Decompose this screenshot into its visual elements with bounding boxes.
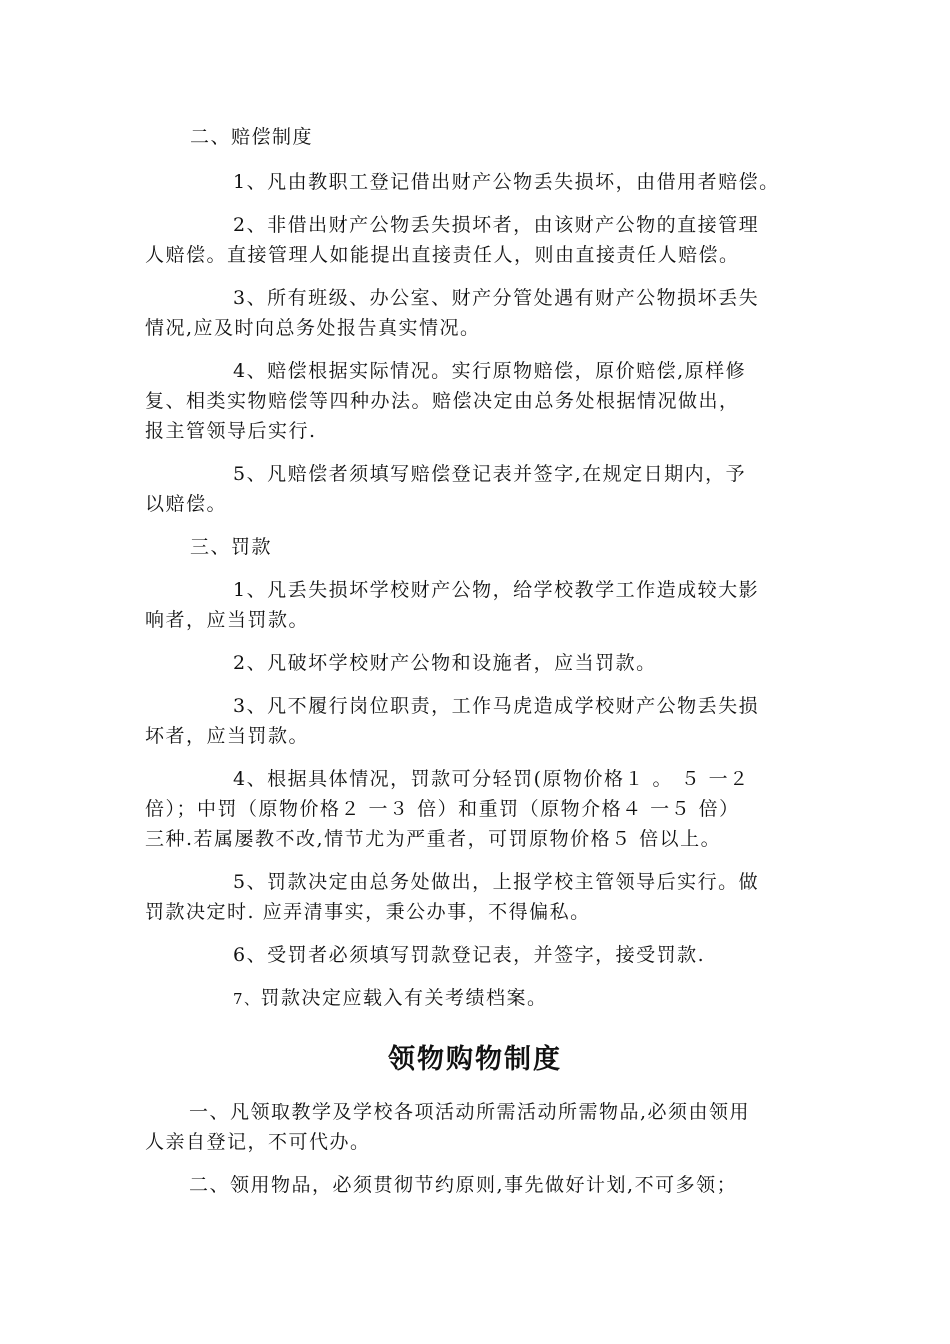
paragraph-line: 倍）；中罚（原物价格２ 一３ 倍）和重罚（原物介格４ 一５ 倍）: [145, 798, 740, 820]
compensation-item-1: 1、凡由教职工登记借出财产公物丢失损坏，由借用者赔偿。: [233, 171, 780, 193]
item-number: 7、: [233, 990, 261, 1008]
paragraph-line: 响者，应当罚款。: [145, 609, 310, 631]
paragraph-line: 3、所有班级、办公室、财产分管处遇有财产公物损坏丢失: [233, 287, 760, 309]
paragraph-line: 人赔偿。直接管理人如能提出直接责任人，则由直接责任人赔偿。: [145, 244, 740, 266]
section-heading-fines: 三、罚款: [190, 536, 273, 558]
paragraph-line: 5、罚款决定由总务处做出，上报学校主管领导后实行。做: [233, 871, 760, 893]
item-text: 罚款决定应载入有关考绩档案。: [260, 987, 548, 1009]
paragraph-line: 4、赔偿根据实际情况。实行原物赔偿，原价赔偿,原样修: [233, 360, 747, 382]
purchase-rule-2: 二、领用物品，必须贯彻节约原则,事先做好计划,不可多领；: [189, 1174, 738, 1196]
fines-item-6: 6、受罚者必须填写罚款登记表，并签字，接受罚款.: [233, 944, 706, 966]
paragraph-line: 复、相类实物赔偿等四种办法。赔偿决定由总务处根据情况做出，: [145, 390, 740, 412]
paragraph-line: 人亲自登记，不可代办。: [145, 1131, 371, 1153]
paragraph-line: 坏者，应当罚款。: [145, 725, 310, 747]
paragraph-line: 报主管领导后实行.: [145, 420, 317, 442]
fines-item-7: [145, 983, 815, 1014]
paragraph-line: 2、非借出财产公物丢失损坏者，由该财产公物的直接管理: [233, 214, 760, 236]
document-title: 领物购物制度: [388, 1044, 562, 1075]
paragraph-line: 以赔偿。: [145, 493, 228, 515]
paragraph-line: 罚款决定时. 应弄清事实，秉公办事，不得偏私。: [145, 901, 591, 923]
paragraph-line: 5、凡赔偿者须填写赔偿登记表并签字,在规定日期内，予: [233, 463, 747, 485]
paragraph-line: 1、凡丢失损坏学校财产公物，给学校教学工作造成较大影: [233, 579, 760, 601]
fines-item-2: 2、凡破坏学校财产公物和设施者，应当罚款。: [233, 652, 657, 674]
paragraph-line: 4、根据具体情况，罚款可分轻罚(原物价格１ 。 ５ 一２: [233, 768, 750, 790]
paragraph-line: 三种.若属屡教不改,情节尤为严重者，可罚原物价格５ 倍以上。: [145, 828, 722, 850]
paragraph-line: 3、凡不履行岗位职责，工作马虎造成学校财产公物丢失损: [233, 695, 760, 717]
paragraph-line: 一、凡领取教学及学校各项活动所需活动所需物品,必须由领用: [189, 1101, 751, 1123]
paragraph-line: 情况,应及时向总务处报告真实情况。: [145, 317, 481, 339]
section-heading-compensation: 二、赔偿制度: [190, 126, 314, 148]
